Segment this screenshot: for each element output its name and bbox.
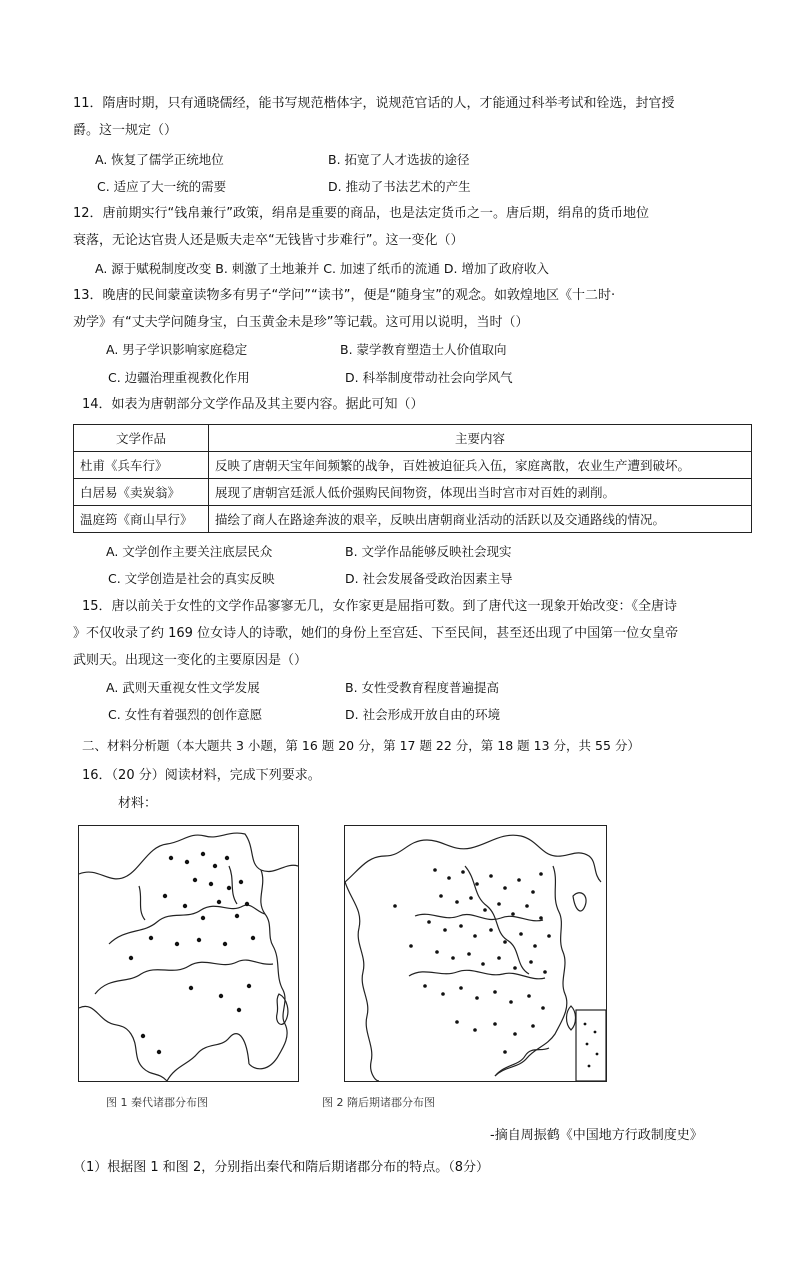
q14-stem: 14．如表为唐朝部分文学作品及其主要内容。据此可知（） bbox=[82, 397, 424, 412]
q14-option-c: C. 文学创造是社会的真实反映 bbox=[108, 571, 275, 586]
figure-2-caption: 图 2 隋后期诸郡分布图 bbox=[322, 1096, 435, 1109]
q11-option-d: D. 推动了书法艺术的产生 bbox=[328, 179, 471, 194]
table-row bbox=[74, 506, 752, 533]
q16-sub-question-1: （1）根据图 1 和图 2，分别指出秦代和隋后期诸郡分布的特点。（8分） bbox=[73, 1160, 489, 1175]
q11-line-2: 爵。这一规定（） bbox=[73, 123, 178, 138]
q11-line-1: 11．隋唐时期，只有通晓儒经，能书写规范楷体字，说规范官话的人，才能通过科举考试和铨选，封官授 bbox=[73, 96, 675, 111]
literature-table bbox=[73, 424, 752, 533]
table-cell-content: 反映了唐朝天宝年间频繁的战争，百姓被迫征兵入伍，家庭离散，农业生产遭到破坏。 bbox=[209, 452, 752, 479]
q11-option-b: B. 拓宽了人才选拔的途径 bbox=[328, 152, 470, 167]
q15-option-c: C. 女性有着强烈的创作意愿 bbox=[108, 707, 263, 722]
table-header-work: 文学作品 bbox=[74, 425, 209, 452]
qin-map-drawing bbox=[79, 826, 298, 1081]
table-row bbox=[74, 452, 752, 479]
q12-line-2: 衰落，无论达官贵人还是贩夫走卒“无钱皆寸步难行”。这一变化（） bbox=[73, 233, 464, 248]
table-cell-work: 白居易《卖炭翁》 bbox=[74, 479, 209, 506]
q15-line-2: 》不仅收录了约 169 位女诗人的诗歌，她们的身份上至宫廷、下至民间，甚至还出现了中国第一位女皇帝 bbox=[73, 626, 679, 641]
table-cell-work: 温庭筠《商山早行》 bbox=[74, 506, 209, 533]
table-header-row bbox=[74, 425, 752, 452]
sui-commanderies-map bbox=[344, 825, 607, 1082]
q13-option-a: A. 男子学识影响家庭稳定 bbox=[106, 342, 248, 357]
q13-line-2: 劝学》有“丈夫学问随身宝，白玉黄金未是珍”等记载。这可用以说明，当时（） bbox=[73, 315, 529, 330]
qin-commanderies-map bbox=[78, 825, 299, 1082]
sui-map-drawing bbox=[345, 826, 606, 1081]
table-row bbox=[74, 479, 752, 506]
q11-option-a: A. 恢复了儒学正统地位 bbox=[95, 152, 224, 167]
q11-option-c: C. 适应了大一统的需要 bbox=[97, 179, 227, 194]
q14-option-d: D. 社会发展备受政治因素主导 bbox=[345, 571, 513, 586]
q16-stem: 16．（20 分）阅读材料，完成下列要求。 bbox=[82, 768, 321, 783]
table-cell-work: 杜甫《兵车行》 bbox=[74, 452, 209, 479]
q15-option-d: D. 社会形成开放自由的环境 bbox=[345, 707, 501, 722]
q15-line-3: 武则天。出现这一变化的主要原因是（） bbox=[73, 653, 308, 668]
table-header-content: 主要内容 bbox=[209, 425, 752, 452]
material-label: 材料： bbox=[118, 796, 158, 811]
q14-option-b: B. 文学作品能够反映社会现实 bbox=[345, 544, 512, 559]
q15-line-1: 15．唐以前关于女性的文学作品寥寥无几，女作家更是屈指可数。到了唐代这一现象开始改变：《全唐诗 bbox=[82, 599, 678, 614]
q12-line-1: 12．唐前期实行“钱帛兼行”政策，绢帛是重要的商品，也是法定货币之一。唐后期，绢帛的货币地位 bbox=[73, 206, 650, 221]
source-citation: -摘自周振鹤《中国地方行政制度史》 bbox=[490, 1128, 703, 1143]
q15-option-a: A. 武则天重视女性文学发展 bbox=[106, 680, 260, 695]
q13-line-1: 13．晚唐的民间蒙童读物多有男子“学问”“读书”，便是“随身宝”的观念。如敦煌地区《十二时· bbox=[73, 288, 616, 303]
q13-option-c: C. 边疆治理重视教化作用 bbox=[108, 370, 250, 385]
figure-1-caption: 图 1 秦代诸郡分布图 bbox=[106, 1096, 208, 1109]
sui-commandery-dots bbox=[393, 868, 598, 1067]
q13-option-b: B. 蒙学教育塑造士人价值取向 bbox=[340, 342, 507, 357]
table-cell-content: 描绘了商人在路途奔波的艰辛，反映出唐朝商业活动的活跃以及交通路线的情况。 bbox=[209, 506, 752, 533]
q15-option-b: B. 女性受教育程度普遍提高 bbox=[345, 680, 500, 695]
qin-commandery-dots bbox=[129, 852, 255, 1054]
q12-options: A. 源于赋税制度改变 B. 刺激了土地兼并 C. 加速了纸币的流通 D. 增加了政府收入 bbox=[95, 261, 549, 276]
q14-option-a: A. 文学创作主要关注底层民众 bbox=[106, 544, 273, 559]
q13-option-d: D. 科举制度带动社会向学风气 bbox=[345, 370, 513, 385]
table-cell-content: 展现了唐朝宫廷派人低价强购民间物资，体现出当时宫市对百姓的剥削。 bbox=[209, 479, 752, 506]
section-2-heading: 二、材料分析题（本大题共 3 小题，第 16 题 20 分，第 17 题 22 分，第 18 题 13 分，共 55 分） bbox=[82, 738, 640, 753]
